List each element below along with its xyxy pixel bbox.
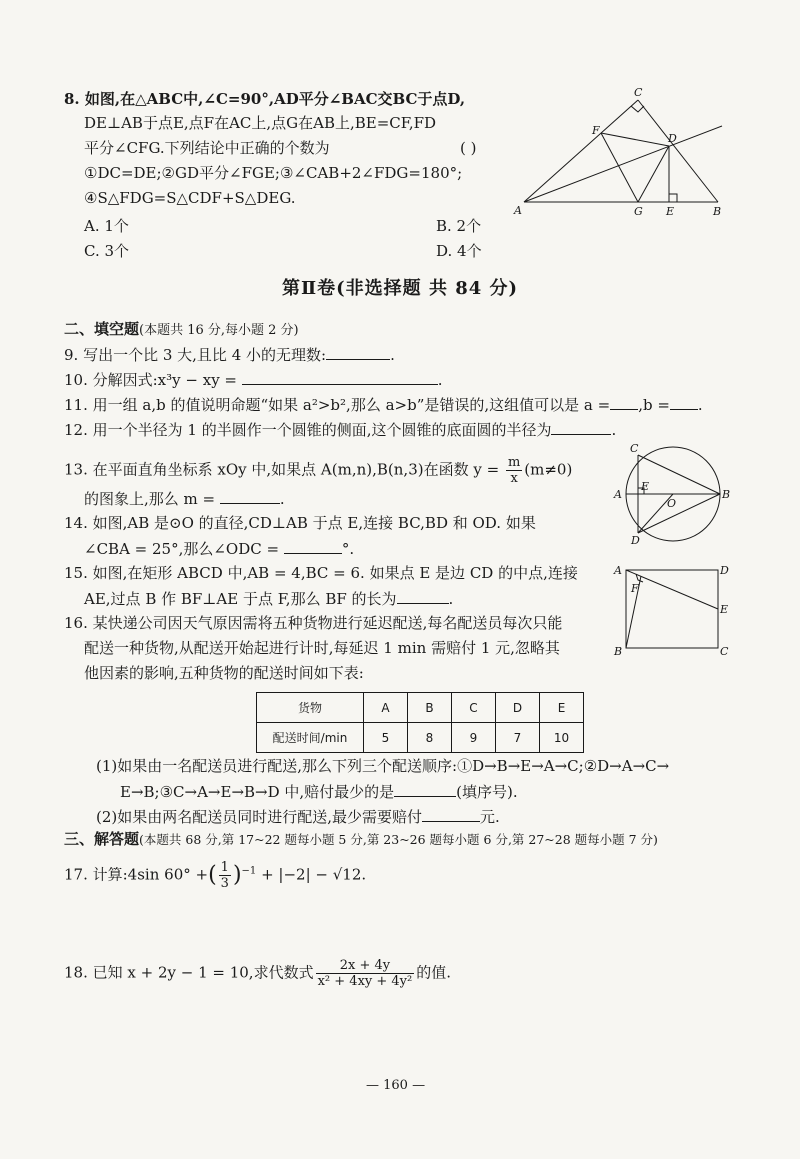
q12: 12. 用一个半径为 1 的半圆作一个圆锥的侧面,这个圆锥的底面圆的半径为 . [64, 418, 616, 441]
q16-line1: 16. 某快递公司因天气原因需将五种货物进行延迟配送,每名配送员每次只能 [64, 614, 563, 632]
q17-denominator: 3 [220, 876, 229, 891]
fig14-label-b: B [722, 488, 731, 501]
table-cell: 9 [452, 723, 496, 753]
fig8-label-a: A [514, 204, 522, 217]
q15-line1: 15. 如图,在矩形 ABCD 中,AB = 4,BC = 6. 如果点 E 是边 CD 的中点,连接 [64, 564, 578, 582]
q9-text: 9. 写出一个比 3 大,且比 4 小的无理数: [64, 346, 327, 364]
q14-line1: 14. 如图,AB 是⊙O 的直径,CD⊥AB 于点 E,连接 BC,BD 和 OD. 如果 [64, 514, 536, 532]
q10: 10. 分解因式:x³y − xy = . [64, 368, 443, 391]
q13-line1 [64, 455, 572, 486]
q17-exponent: −1 [241, 865, 257, 877]
q18-numerator: 2x + 4y [316, 958, 415, 974]
q8-line5: ④S△FDG=S△CDF+S△DEG. [84, 189, 296, 207]
q10-text: 10. 分解因式:x³y − xy = [64, 371, 237, 389]
q11-b-blank[interactable] [670, 393, 698, 410]
fig14-label-o: O [667, 497, 677, 510]
q18-fraction [316, 958, 415, 989]
q8-line2: DE⊥AB于点E,点F在AC上,点G在AB上,BE=CF,FD [84, 114, 437, 132]
fig15-label-f: F [631, 582, 639, 595]
fig15-label-b: B [614, 645, 623, 658]
q13-answer-blank[interactable] [220, 487, 280, 504]
q16-sub2-text: (2)如果由两名配送员同时进行配送,最少需要赔付 [96, 808, 423, 826]
fig8-label-c: C [634, 86, 643, 99]
q18-text-b: 的值. [416, 963, 452, 982]
q9-answer-blank[interactable] [326, 343, 390, 360]
q13-condition: (m≠0) [524, 460, 573, 479]
q16-line2: 配送一种货物,从配送开始起进行计时,每延迟 1 min 需赔付 1 元,忽略其 [84, 639, 560, 657]
q14-circle-figure [614, 440, 733, 550]
q16-sub1-line2 [120, 780, 518, 803]
q17-numerator: 1 [220, 860, 229, 875]
table-cell: 7 [496, 723, 540, 753]
fill-in-heading-note: (本题共 16 分,每小题 2 分) [139, 323, 299, 338]
fig8-label-f: F [592, 124, 600, 137]
q17-text-b: + |−2| − √12. [261, 865, 367, 884]
q17-left-paren: ( [208, 862, 217, 888]
table-header-cell: E [540, 693, 584, 723]
fill-in-heading [64, 318, 299, 342]
fig14-label-c: C [630, 442, 639, 455]
table-header-row [257, 693, 584, 723]
q13-text-b: 的图象上,那么 m = [84, 490, 216, 508]
q17-text-a: 17. 计算:4sin 60° + [64, 865, 209, 884]
q13-fraction [506, 455, 522, 486]
q18-denominator: x² + 4xy + 4y² [317, 974, 413, 989]
q15-text-b: AE,过点 B 作 BF⊥AE 于点 F,那么 BF 的长为 [84, 590, 397, 608]
fig15-label-a: A [614, 564, 622, 577]
q8-triangle-figure [510, 84, 740, 224]
q16-sub1-hint: (填序号). [456, 783, 518, 801]
q13-text-a: 13. 在平面直角坐标系 xOy 中,如果点 A(m,n),B(n,3)在函数 y = [64, 460, 500, 479]
fig15-label-d: D [720, 564, 729, 577]
q13-line2: 的图象上,那么 m = . [84, 487, 285, 510]
q15-line2: AE,过点 B 作 BF⊥AE 于点 F,那么 BF 的长为 . [84, 587, 453, 610]
q16-sub1-blank[interactable] [394, 780, 456, 797]
q8-option-b: B. 2个 [436, 217, 482, 235]
q17-fraction [219, 860, 231, 891]
fig14-label-e: E [641, 480, 650, 493]
q8-option-c: C. 3个 [84, 242, 130, 260]
q14-answer-blank[interactable] [284, 537, 342, 554]
q16-line3: 他因素的影响,五种货物的配送时间如下表: [84, 664, 364, 682]
q11-text-a: 11. 用一组 a,b 的值说明命题“如果 a²>b²,那么 a>b”是错误的,这组值可以是 a = [64, 396, 611, 414]
q9: 9. 写出一个比 3 大,且比 4 小的无理数: . [64, 343, 395, 366]
section-ii-title: 第Ⅱ卷(非选择题 共 84 分) [282, 278, 519, 299]
delivery-time-table [256, 692, 584, 753]
fig8-label-b: B [713, 205, 722, 218]
table-header-cell: C [452, 693, 496, 723]
q16-sub2 [96, 805, 500, 828]
fig14-label-a: A [614, 488, 622, 501]
q16-sub1-text: E→B;③C→A→E→B→D 中,赔付最少的是 [120, 783, 395, 801]
q17-right-paren: ) [232, 862, 242, 888]
q16-sub2-blank[interactable] [422, 805, 480, 822]
page-number: — 160 — [366, 1078, 426, 1093]
fill-in-heading-label: 二、填空题 [64, 320, 140, 338]
fig15-label-e: E [720, 603, 729, 616]
fig8-label-e: E [666, 205, 675, 218]
table-row [257, 723, 584, 753]
solve-heading-note: (本题共 68 分,第 17~22 题每小题 5 分,第 23~26 题每小题 6 分,第 27~28 题每小题 7 分) [139, 832, 658, 847]
fig8-label-d: D [668, 132, 677, 145]
q18-text-a: 18. 已知 x + 2y − 1 = 10,求代数式 [64, 963, 314, 982]
table-cell: 8 [408, 723, 452, 753]
table-cell: 配送时间/min [257, 723, 364, 753]
q15-answer-blank[interactable] [397, 587, 449, 604]
q18 [64, 958, 451, 989]
q12-text: 12. 用一个半径为 1 的半圆作一个圆锥的侧面,这个圆锥的底面圆的半径为 [64, 421, 552, 439]
q10-answer-blank[interactable] [242, 368, 438, 385]
q8-line3: 平分∠CFG.下列结论中正确的个数为 [84, 139, 330, 157]
fig14-label-d: D [631, 534, 640, 547]
q12-answer-blank[interactable] [551, 418, 611, 435]
table-cell: 5 [364, 723, 408, 753]
table-header-cell: D [496, 693, 540, 723]
q11-text-b: ,b = [638, 396, 670, 414]
q11-a-blank[interactable] [610, 393, 638, 410]
q14-line2 [84, 537, 354, 560]
q11: 11. 用一组 a,b 的值说明命题“如果 a²>b²,那么 a>b”是错误的,这组值可以是 a = ,b = . [64, 393, 703, 416]
fig8-label-g: G [634, 205, 643, 218]
table-cell: 10 [540, 723, 584, 753]
q8-line4: ①DC=DE;②GD平分∠FGE;③∠CAB+2∠FDG=180°; [84, 164, 463, 182]
q13-denominator: x [510, 471, 518, 486]
table-header-cell: A [364, 693, 408, 723]
table-header-cell: B [408, 693, 452, 723]
q13-numerator: m [507, 455, 521, 470]
q8-option-d: D. 4个 [436, 242, 482, 260]
fig15-label-c: C [720, 645, 729, 658]
q15-rectangle-figure [612, 562, 732, 658]
q8-line1: 8. 如图,在△ABC中,∠C=90°,AD平分∠BAC交BC于点D, [64, 90, 466, 108]
q16-sub2-unit: 元. [480, 808, 500, 826]
q14-text-b: ∠CBA = 25°,那么∠ODC = [84, 540, 280, 558]
solve-heading [64, 828, 658, 851]
q16-sub1-line1: (1)如果由一名配送员进行配送,那么下列三个配送顺序:①D→B→E→A→C;②D→A→C→ [96, 757, 670, 775]
q17 [64, 860, 366, 891]
q14-unit: °. [341, 540, 355, 558]
solve-heading-label: 三、解答题 [64, 830, 140, 848]
q8-answer-paren: ( ) [460, 139, 477, 157]
table-header-cell: 货物 [257, 693, 364, 723]
q8-option-a: A. 1个 [84, 217, 129, 235]
